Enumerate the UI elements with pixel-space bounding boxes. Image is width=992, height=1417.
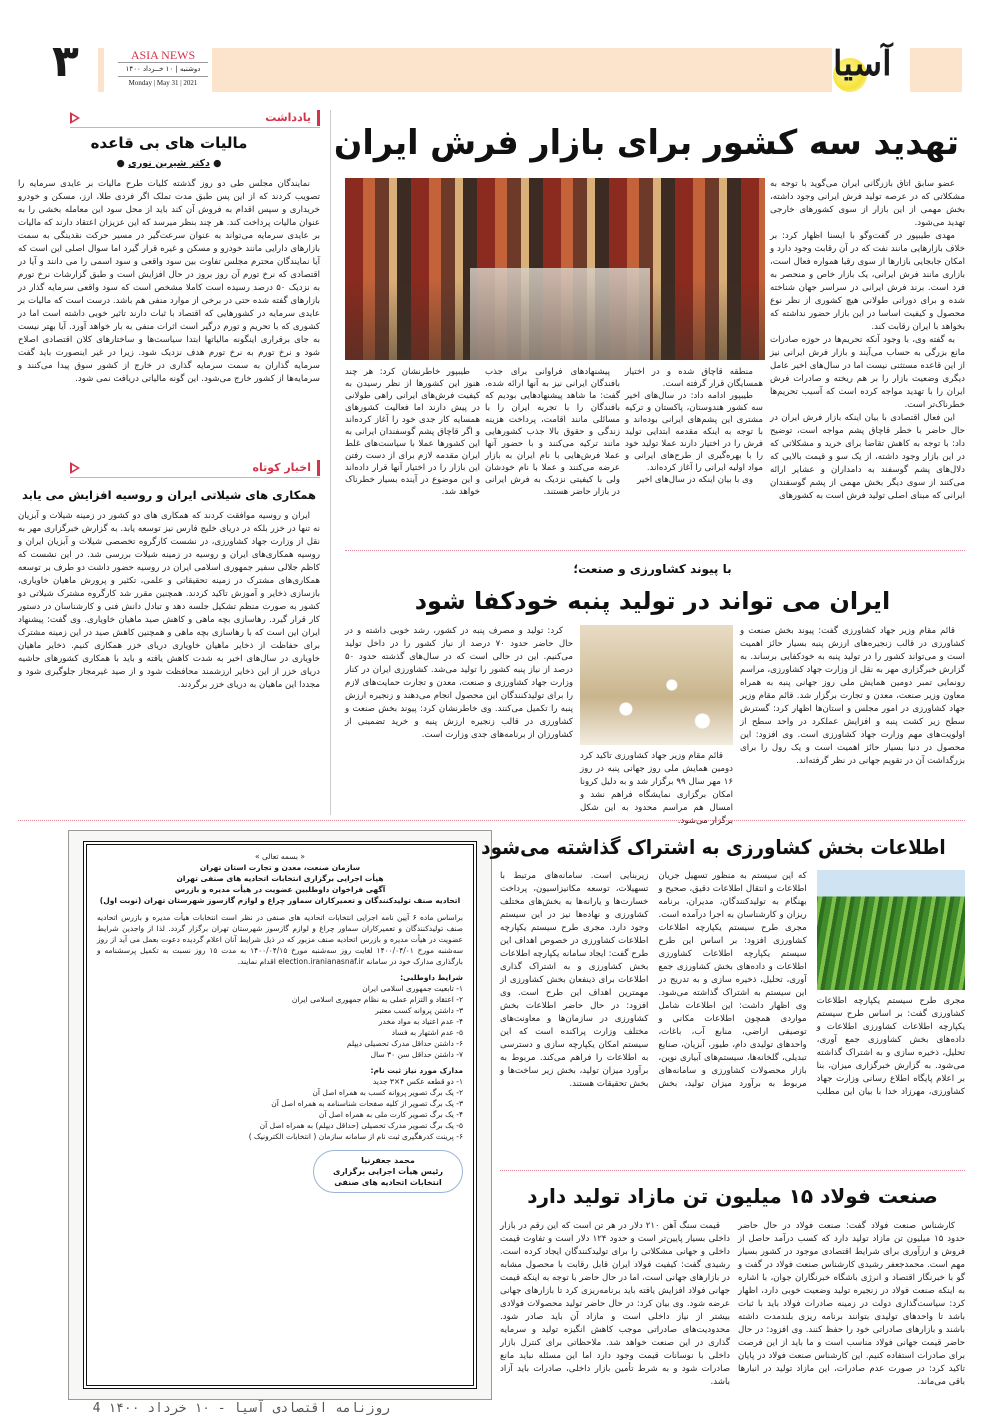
header-band-right [910, 48, 962, 92]
lead-col-right: عضو سابق اتاق بازرگانی ایران می‌گوید با توجه به مشکلاتی که در عرصه تولید فرش ایرانی وجود داشته، بخش مهمی از این بازار از سوی کشورهای خارجی تهدید می‌شود. مهدی طیبپور در گفت‌وگو با ایسنا اظهار کرد: بر خلاف بازارهایی مانند نفت که در آن رقابت وجود دارد و امکان جابجایی بازارها از سوی رقبا همواره فعال است، بازاری مانند فرش ایرانی، یک بازار خاص و منحصر به فرد است. برند فرش ایرانی در سراسر جهان شناخته شده و برای دورانی طولانی هیچ کشوری از نظر نوع محصول و کیفیت اساسا در این بازار حضور نداشته که بخواهد با ایران رقابت کند. به گفته وی، با وجود آنکه تحریم‌ها در حوزه صادرات مانع بزرگی به حساب می‌آیند و بازار فرش ایرانی نیز از این قاعده مستثنی نیست اما در سال‌های اخیر عامل دیگری وضعیت بازار را بر هم ریخته و صادرات فرش ایران را با تهدید مواجه کرده است که آسیب تحریم‌ها خطرناک‌تر است. این فعال اقتصادی با بیان اینکه بازار فرش ایران در حال حاضر با خطر قاچاق پشم مواجه است، توضیح داد: با توجه به کاهش تقاضا برای خرید و مشکلاتی که در این بازار وجود داشته، از یک سو و قیمت بالایی که دلال‌های پشم گوسفند به دامداران و عشایر ارائه می‌کنند از سوی دیگر بخش مهمی از پشم گوسفندان ایرانی که مبنای اصلی تولید فرش است به کشورهای [770, 179, 965, 501]
cotton-field-photo [580, 625, 733, 745]
date-persian: دوشنبه | ۱۰ خــرداد ۱۴۰۰ [118, 62, 208, 77]
bazaar-floor [470, 268, 650, 360]
date-block [118, 48, 208, 90]
section-bar [317, 110, 320, 126]
agri-headline: اطلاعات بخش کشاورزی به اشتراک گذاشته می‌شود [481, 835, 946, 859]
section-header-news: اخبار کوتاه [70, 458, 320, 478]
section-bar [317, 460, 320, 476]
lead-headline: تهدید سه کشور برای بازار فرش ایران [333, 123, 960, 163]
header-band-left [98, 48, 104, 92]
ad-conditions-title: شرایط داوطلبی: [400, 973, 463, 982]
section-header-note: یادداشت [70, 108, 320, 128]
lead-col-under-1: منطقه قاچاق شده و در اختیار همسایگان قرار گرفته است. طیبپور ادامه داد: در سال‌های اخیر سه کشور هندوستان، پاکستان و ترکیه مشتری این پشم‌های ایرانی بوده‌اند و با توجه به اینکه مقدمه ابتدایی تولید فرش را در اختیار دارند عملا تولید خود را با بهره‌گیری از طرح‌های ایرانی و مواد اولیه ایرانی را آغاز کرده‌اند. وی با بیان اینکه در سال‌های اخیر [625, 367, 763, 485]
note-author: ● دکتر شیرین نوری ● [116, 158, 222, 169]
ad-signature: محمد جعفرنیا رئیس هیأت اجرایی برگزاری انتخابات اتحادیه های صنفی [313, 1150, 463, 1193]
steel-headline: صنعت فولاد ۱۵ میلیون تن مازاد تولید دارد [527, 1184, 938, 1208]
green-field-photo [817, 870, 965, 990]
play-icon [70, 112, 80, 124]
steel-col-right: کارشناس صنعت فولاد گفت: صنعت فولاد در حال حاضر حدود ۱۵ میلیون تن مازاد تولید دارد که کسب درآمد حاصل از فروش و ارزآوری برای شرایط اقتصادی موجود در کشور بسیار مهم است. محمدجعفر رشیدی کارشناس صنعت فولاد در گفت و گو با خبرنگار اقتصاد و انرژی باشگاه خبرنگاران جوان، با اشاره به اینکه صنعت فولاد در زنجیره تولید وضعیت خوبی دارد، اظهار کرد: سیاست‌گذاری دولت در زمینه صادرات فولاد باید با ثبات باشد تا واحدهای تولیدی بتوانند برنامه ریزی بلندمدت داشته باشند و بازارهای صادراتی خود را حفظ کنند. وی افزود: در حال حاضر قیمت جهانی فولاد مناسب است و ما باید از این فرصت برای صادرات استفاده کنیم. این کارشناس صنعت فولاد در پایان تاکید کرد: در صورت عدم صادرات، این مازاد تولید در انبارها باقی می‌ماند. [738, 1221, 965, 1387]
header-band [212, 48, 832, 92]
date-english: Monday | May 31 | 2021 [128, 79, 198, 87]
ad-docs-title: مدارک مورد نیاز ثبت نام: [370, 1066, 463, 1075]
election-notice-ad [68, 830, 492, 1400]
steel-col-left: قیمت سنگ آهن ۲۱۰ دلار در هر تن است که این رقم در بازار داخلی بسیار پایین‌تر است و حدود ۱۲۴ دلار است و تفاوت قیمت داخلی و جهانی مشکلاتی را برای تولیدکنندگان ایجاد کرده است. رشیدی گفت: کیفیت فولاد ایران قابل رقابت با محصول مشابه در بازارهای جهانی است، اما در حال حاضر با توجه به اینکه قیمت جهانی فولاد افزایش یافته باید برنامه‌ریزی کرد تا بازارهای جهانی عرضه شود. وی بیان کرد: در حال حاضر تولید محصولات فولادی بیشتر از نیاز داخلی است و مازاد آن باید صادر شود. محدودیت‌های صادراتی موجب کاهش انگیزه تولید و سرمایه گذاری در این صنعت خواهد شد. ملاحظاتی برای کنترل بازار داخلی با نوسانات قیمت وجود دارد اما این مسئله نباید مانع صادرات شود و به شرط تأمین بازار داخلی، صادرات باید آزاد باشد. [500, 1221, 731, 1387]
ad-line: سازمان صنعت، معدن و تجارت استان تهران [199, 863, 361, 872]
agri-body: مجری طرح سیستم یکپارچه اطلاعات کشاورزی گفت: بر اساس طرح سیستم یکپارچه اطلاعات کشاورزی اطلاعات و داده‌های بخش کشاورزی جمع آوری، تحلیل، ذخیره سازی و به اشتراک گذاشته می‌شود. به گزارش خبرگزاری میزان، بنا بر اعلام پایگاه اطلاع رسانی وزارت جهاد کشاورزی، مهرزاد خدا با بیان این مطلب که این سیستم به منظور تسهیل جریان اطلاعات و انتقال اطلاعات دقیق، صحیح و بهنگام به تولیدکنندگان، مدیران، برنامه ریزان و کارشناسان به اجرا درآمده است. مجری طرح سیستم یکپارچه اطلاعات کشاورزی افزود: بر اساس این طرح سیستم یکپارچه اطلاعات کشاورزی اطلاعات و داده‌های بخش کشاورزی جمع آوری، تحلیل، ذخیره سازی و به تدریج در این سیستم به اشتراک گذاشته می‌شود. وی اظهار داشت: این اطلاعات شامل مواردی همچون اطلاعات مکانی و توصیفی اراضی، منابع آب، باغات، واحدهای تولیدی دام، طیور، آبزیان، صنایع تبدیلی، گلخانه‌ها، سیستم‌های آبیاری نوین، بازار محصولات کشاورزی و سامانه‌های مربوط به برآورد میزان تولید، بخش زیربنایی است. سامانه‌های مرتبط با تسهیلات، توسعه مکانیزاسیون، پرداخت خسارت‌ها و یارانه‌ها به بخش‌های مختلف کشاورزی و نهاده‌ها نیز در این سیستم وجود دارد. مجری طرح سیستم یکپارچه اطلاعات کشاورزی در خصوص اهداف این طرح گفت: ایجاد سامانه یکپارچه اطلاعات بخش کشاورزی و به اشتراک گذاری اطلاعات برای ذینفعان بخش کشاورزی از مهمترین اهداف این طرح است. وی افزود: در حال حاضر اطلاعات بخش کشاورزی در سازمان‌ها و معاونت‌های مختلف وزارت پراکنده است که این سیستم امکان یکپارچه سازی و دسترسی به اطلاعات را فراهم می‌کند. مربوط به برآورد میزان تولید، بخش زیر ساخت‌ها و بخش تحقیقات هستند. [500, 871, 965, 1097]
ad-conditions: ۱- تابعیت جمهوری اسلامی ایران ۲- اعتقاد و التزام عملی به نظام جمهوری اسلامی ایران ۳- داشتن پروانه کسب معتبر ۴- عدم اعتیاد به مواد مخدر ۵- عدم اشتهار به فساد ۶- داشتن حداقل مدرک تحصیلی دیپلم ۷- داشتن حداقل سن ۳۰ سال [291, 984, 463, 1059]
ad-line: آگهی فراخوان داوطلبین عضویت در هیأت مدیره و بازرس [174, 885, 386, 894]
cotton-kicker: با پیوند کشاورزی و صنعت؛ [573, 562, 732, 576]
divider [345, 550, 965, 551]
cotton-under-image: قائم مقام وزیر جهاد کشاورزی تاکید کرد دومین همایش ملی روز جهانی پنبه در روز ۱۶ مهر سال ۹۹ برگزار شد و به دلیل کرونا امکان برگزاری نمایشگاه فراهم نشد و امسال هم مراسم محدود به این شکل برگزار می‌شود. [580, 751, 733, 826]
ad-line: اتحادیه صنف تولیدکنندگان و تعمیرکاران سماور چراغ و لوازم گازسوز شهرستان تهران (نوبت اول) [99, 896, 461, 905]
note-body: نمایندگان مجلس طی دو روز گذشته کلیات طرح مالیات بر عایدی سرمایه را تصویب کردند که از این پس طبق مدت تملک اگر فردی طلا، ارز، مسکن و خودرو خریداری و سپس اقدام به فروش آن کند باید از محل سود این معامله بخشی را به عنوان مالیات پرداخت کند. هر چند بنظر میرسد که این عزیزان اعتقاد دارند که مالیات بر عایدی سرمایه می‌تواند به عنوان سرعت‌گیر در مسیر حرکت نقدینگی به سمت بازارهای دارایی مانند خودرو و مسکن و غیره قرار گیرد اما سوال اصلی این است که آیا نمایندگان محترم مجلس تفاوت بین سود واقعی و سود اسمی را می دانند و آیا در اقتصادی که نرخ تورم آن روز بروز در حال افزایش است و طبق گزارشات نرخ تورم به نزدیک ۵۰ درصد رسیده است کاملا مشخص است که سود واقعی سرمایه گذار در بازارهای گفته شده حتی در برخی از موارد منفی هم باشد. درست است که مالیات بر عایدی سرمایه در کشورهایی که اقتصاد با ثبات دارند تاثیر خوبی داشته است اما در کشوری که با تحریم و تورم درگیر است اثرات منفی به بار خواهد آورد. آیا بهتر نیست به جای برقراری اینگونه مالیاتها ابتدا سیاست‌ها و ساختارهای کلان اقتصادی اصلاح شود و نرخ تورم به نرخ تورم هدف نزدیک شود. زیرا در غیر اینصورت باید گفت سرمایه گذاران به سمت سرمایه گذاری در خارج از کشور سوق پیدا می‌کنند و سرمایه‌ها از کشور خارج می‌شود. این گونه مالیاتی دریافت نمی شود. [18, 179, 320, 384]
lead-col-under-2: پیشنهادهای فراوانی برای جذب بافندگان ایرانی نیز به آنها ارائه شده، گفت: ما شاهد پیشنهادهایی بودیم که بافندگان را با تجربه ایران را با مسائلی مانند اقامت، پرداخت هزینه زندگی و حقوق بالا جذب کشورهایی مانند ترکیه می‌کنند و با حضور آنها عملا فرش‌هایی با نام ایران به بازار عرضه می‌کنند و عملا با نام خودشان ولی با کیفیتی نزدیک به فرش ایرانی در بازار حاضر هستند. [485, 367, 620, 497]
play-icon [70, 462, 80, 474]
handwritten-footer: روزنامه اقتصادی آسیا - ۱۰ خرداد ۱۴۰۰ 4 [92, 1401, 390, 1416]
cotton-headline: ایران می تواند در تولید پنبه خودکفا شود [414, 587, 891, 615]
news-body: ایران و روسیه موافقت کردند که همکاری های دو کشور در زمینه شیلات و آبزیان نه تنها در خزر بلکه در دریای خلیج فارس نیز توسعه یابد. به گزارش خبرگزاری مهر به نقل از وزارت جهاد کشاورزی، در نشست کارگروه تخصصی شیلات و آبزیان ایران و روسیه همکاری‌های ایران و روسیه در زمینه شیلات بررسی شد. در این نشست که کاظم جلالی سفیر جمهوری اسلامی ایران در روسیه حضور داشت دو طرف بر توسعه همکاری‌های مشترک در زمینه تحقیقاتی و علمی، تکثیر و پرورش ماهیان خاویاری، بازسازی ذخایر و آموزش تاکید کردند. همچنین مقرر شد کارگروه مشترک شیلاتی دو کشور به صورت منظم تشکیل جلسه دهد و تبادل دانش فنی و کارشناسان در دستور کار قرار گیرد. رهاسازی بچه ماهی و کاهش صید ماهیان خاویاری. وی گفت: پیشنهاد ایران این است که با رهاسازی بچه ماهی و همچنین کاهش صید در این زمینه مشترک برای حفاظت از ذخایر ماهیان خاویاری دریای خزر همکاری کنیم. ذخایر ماهیان خاویاری در سال‌های اخیر به شدت کاهش یافته و باید با همکاری کشورهای حاشیه دریای خزر از این ذخایر ارزشمند محافظت شود و از صید غیرمجاز جلوگیری شود و مجددا این ماهیان به دریای خزر برگردند. [18, 511, 320, 690]
logo: آسیا [825, 44, 905, 98]
note-title: مالیات های بی قاعده [90, 134, 248, 152]
ad-line: هیأت اجرایی برگزاری انتخابات اتحادیه های صنفی تهران [176, 874, 384, 883]
divider [500, 1170, 965, 1171]
news-title: همکاری های شیلاتی ایران و روسیه افزایش می یابد [22, 488, 316, 502]
ad-docs: ۱- دو قطعه عکس ۴×۳ جدید ۲- یک برگ تصویر پروانه کسب به همراه اصل آن ۳- یک برگ تصویر از کلیه صفحات شناسنامه به همراه اصل آن ۴- یک برگ تصویر کارت ملی به همراه اصل آن ۵- یک برگ تصویر مدرک تحصیلی (حداقل دیپلم) به همراه اصل آن ۶- پرینت کدرهگیری ثبت نام از سامانه سازمان ( انتخابات الکترونیک ) [248, 1077, 463, 1141]
divider [18, 820, 965, 821]
ad-body: براساس ماده ۶ آیین نامه اجرایی انتخابات اتحادیه های صنفی در نظر است انتخابات هیأت مدیره و بازرس اتحادیه صنف تولیدکنندگان و تعمیرکاران سماور چراغ و لوازم گازسوز شهرستان تهران برگزار گردد. لذا از واجدین شرایط عضویت در هیأت مدیره و بازرس اتحادیه صنف مزبور که در ذیل شرایط آنان اعلام گردیده دعوت بعمل می آید از روز سه‌شنبه مورخ ۱۴۰۰/۰۴/۰۱ لغایت روز سه‌شنبه مورخ ۱۴۰۰/۰۴/۱۵ به مدت ۱۵ روز نسبت به تکمیل پرسشنامه و بارگذاری مدارک خود در سامانه election.iranianasnaf.ir اقدام نمایند. [97, 913, 464, 966]
page-number: ۳ [52, 36, 79, 87]
cotton-col-right: قائم مقام وزیر جهاد کشاورزی گفت: پیوند بخش صنعت و کشاورزی در قالب زنجیره‌های ارزش پنبه بسیار حائز اهمیت است و می‌تواند کشور را در تولید پنبه به خودکفایی برساند. به گزارش خبرگزاری مهر به نقل از وزارت جهاد کشاورزی، مراسم رونمایی تمبر دومین همایش ملی روز جهانی پنبه به همراه معاون وزیر صنعت، معدن و تجارت برگزار شد. قائم مقام وزیر جهاد کشاورزی در امور مجلس و استان‌ها اظهار کرد: گسترش سطح زیر کشت پنبه و افزایش عملکرد در واحد سطح از اولویت‌های مهم وزارت جهاد کشاورزی است. وی افزود: این محصول در دنیا بسیار حائز اهمیت است و یک رول را برای بزرگداشت آن در تقویم جهانی در نظر گرفته‌اند. [740, 626, 965, 766]
column-divider [330, 110, 331, 815]
lead-col-under-3: طیبپور خاطرنشان کرد: هر چند هنوز این کشورها از نظر رسیدن به کیفیت فرش‌های ایرانی راهی طولانی در پیش دارند اما فعالیت کشورهای همسایه کار جدی خود را آغاز کرده‌اند و اگر قاچاق پشم گوسفندان ایرانی به این کشورها عملا با سیاست‌های غلط ایران مقدمه لازم برای از دست رفتن این بازار را در اختیار آنها قرار داده‌اند و این موضوع در آینده بسیار خطرناک خواهد شد. [345, 367, 480, 497]
brand-name: ASIA NEWS [130, 48, 196, 62]
ad-bismillah: « بسمه تعالی » [255, 852, 305, 861]
cotton-col-left: کرد: تولید و مصرف پنبه در کشور، رشد خوبی داشته و در حال حاضر حدود ۷۰ درصد از نیاز کشور را در داخل تولید می‌کنیم. این در حالی است که در سال‌های گذشته حدود ۵۰ درصد از نیاز پنبه کشور را تولید می‌شد. کشاورزی ایران در کنار وزارت جهاد کشاورزی و صنعت، معدن و تجارت حمایت‌های لازم را برای تولیدکنندگان این محصول انجام می‌دهند و زنجیره ارزش پنبه را تکمیل می‌کنند. وی خاطرنشان کرد: پیوند بخش صنعت و کشاورزی در قالب زنجیره ارزش پنبه و خرید تضمینی از کشاورزان از برنامه‌های جدی وزارت است. [345, 626, 574, 740]
